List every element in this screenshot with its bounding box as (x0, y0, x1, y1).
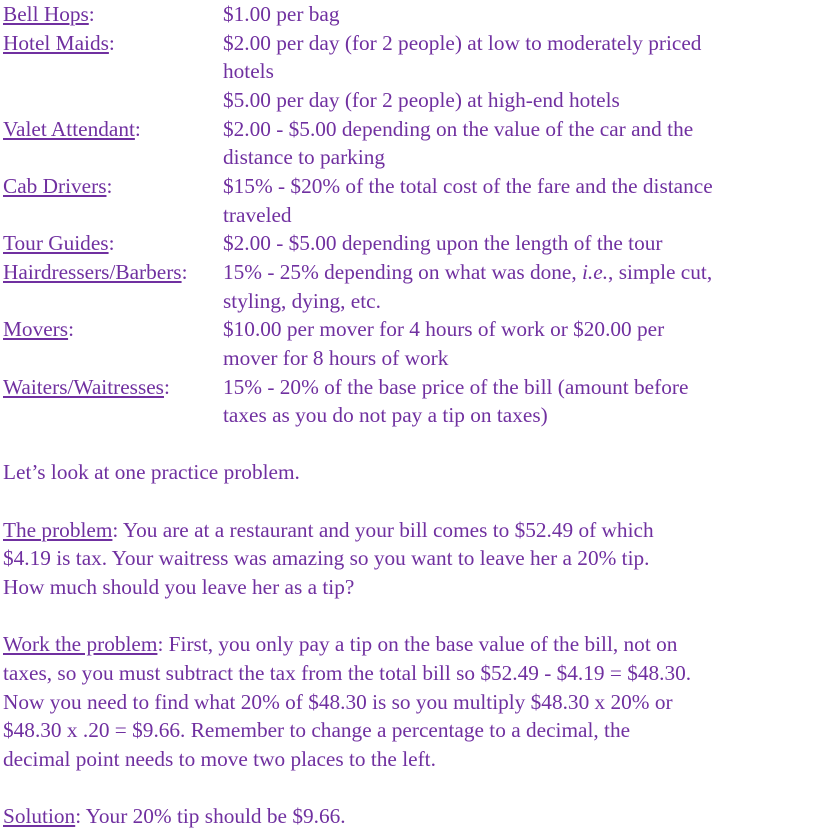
tip-row (3, 29, 817, 115)
tip-row (3, 373, 817, 430)
colon: : (108, 30, 115, 55)
tip-value-line: styling, dying, etc. (223, 288, 381, 313)
tip-value-line: $10.00 per mover for 4 hours of work or $20.00 per (223, 317, 665, 342)
tip-list (3, 0, 817, 430)
tip-value-line: taxes as you do not pay a tip on taxes) (223, 403, 548, 428)
colon: : (106, 173, 113, 198)
tip-label (3, 315, 223, 372)
tip-value (223, 172, 713, 229)
problem-line: $4.19 is tax. Your waitress was amazing so you want to leave her a 20% tip. (3, 546, 650, 571)
solution-label: Solution (3, 804, 76, 829)
tip-value-line: $2.00 - $5.00 depending upon the length of the tour (223, 231, 663, 256)
tip-value-segment: i.e. (582, 259, 609, 284)
tip-value (223, 373, 688, 430)
tip-value (223, 29, 701, 115)
tip-value-line: $5.00 per day (for 2 people) at high-end hotels (223, 87, 620, 112)
tip-row (3, 0, 817, 29)
colon: : (181, 259, 188, 284)
tip-label (3, 29, 223, 115)
tip-row (3, 172, 817, 229)
problem-paragraph (3, 516, 817, 602)
tip-row (3, 115, 817, 172)
work-line: Now you need to find what 20% of $48.30 is so you multiply $48.30 x 20% or (3, 689, 673, 714)
tip-row (3, 315, 817, 372)
tip-value-segment: 15% - 25% depending on what was done, (223, 259, 583, 284)
intro-text: Let’s look at one practice problem. (3, 460, 300, 485)
tip-label (3, 229, 223, 258)
tip-value-line: $1.00 per bag (223, 2, 340, 26)
colon: : (108, 231, 115, 256)
tip-value (223, 315, 664, 372)
tip-value-line: $15% - $20% of the total cost of the fare and the distance (223, 173, 713, 198)
work-label: Work the problem (3, 632, 158, 657)
tip-row (3, 258, 817, 315)
tip-label (3, 258, 223, 315)
tip-value (223, 115, 693, 172)
tip-label (3, 172, 223, 229)
colon: : (134, 116, 141, 141)
tip-label-text: Movers (3, 317, 69, 342)
work-line: decimal point needs to move two places to the left. (3, 747, 436, 772)
tip-label-text: Waiters/Waitresses (3, 374, 164, 399)
tip-value-line: $2.00 per day (for 2 people) at low to moderately priced (223, 30, 702, 55)
tip-label-text: Hotel Maids (3, 30, 109, 55)
tip-label-text: Valet Attendant (3, 116, 135, 141)
colon: : (88, 2, 95, 26)
tip-value (223, 229, 662, 258)
solution-paragraph (3, 802, 817, 831)
colon: : (163, 374, 170, 399)
colon: : (68, 317, 74, 342)
tip-value-segment: , simple cut, (608, 259, 713, 284)
work-line: : First, you only pay a tip on the base value of the bill, not on (157, 632, 678, 657)
tip-value (223, 258, 712, 315)
tip-label (3, 115, 223, 172)
tip-label-text: Tour Guides (3, 231, 109, 256)
tip-label-text: Cab Drivers (3, 173, 107, 198)
tip-label-text: Hairdressers/Barbers (3, 259, 182, 284)
work-line: $48.30 x .20 = $9.66. Remember to change a percentage to a decimal, the (3, 718, 631, 743)
tip-value-line: 15% - 20% of the base price of the bill (amount before (223, 374, 689, 399)
tip-value (223, 0, 340, 29)
work-paragraph (3, 630, 817, 773)
tip-value-line: traveled (223, 202, 292, 227)
tip-value-line: $2.00 - $5.00 depending on the value of the car and the (223, 116, 694, 141)
tip-value-line: distance to parking (223, 145, 386, 170)
tip-label (3, 0, 223, 29)
solution-text: : Your 20% tip should be $9.66. (75, 804, 346, 829)
problem-line: How much should you leave her as a tip? (3, 575, 355, 600)
tip-row (3, 229, 817, 258)
problem-line: : You are at a restaurant and your bill comes to $52.49 of which (112, 517, 654, 542)
tip-label-text: Bell Hops (3, 2, 89, 26)
tip-value-line: hotels (223, 59, 274, 84)
tip-value-line: mover for 8 hours of work (223, 345, 449, 370)
problem-label: The problem (3, 517, 113, 542)
work-line: taxes, so you must subtract the tax from the total bill so $52.49 - $4.19 = $48.30. (3, 661, 692, 686)
tip-label (3, 373, 223, 430)
